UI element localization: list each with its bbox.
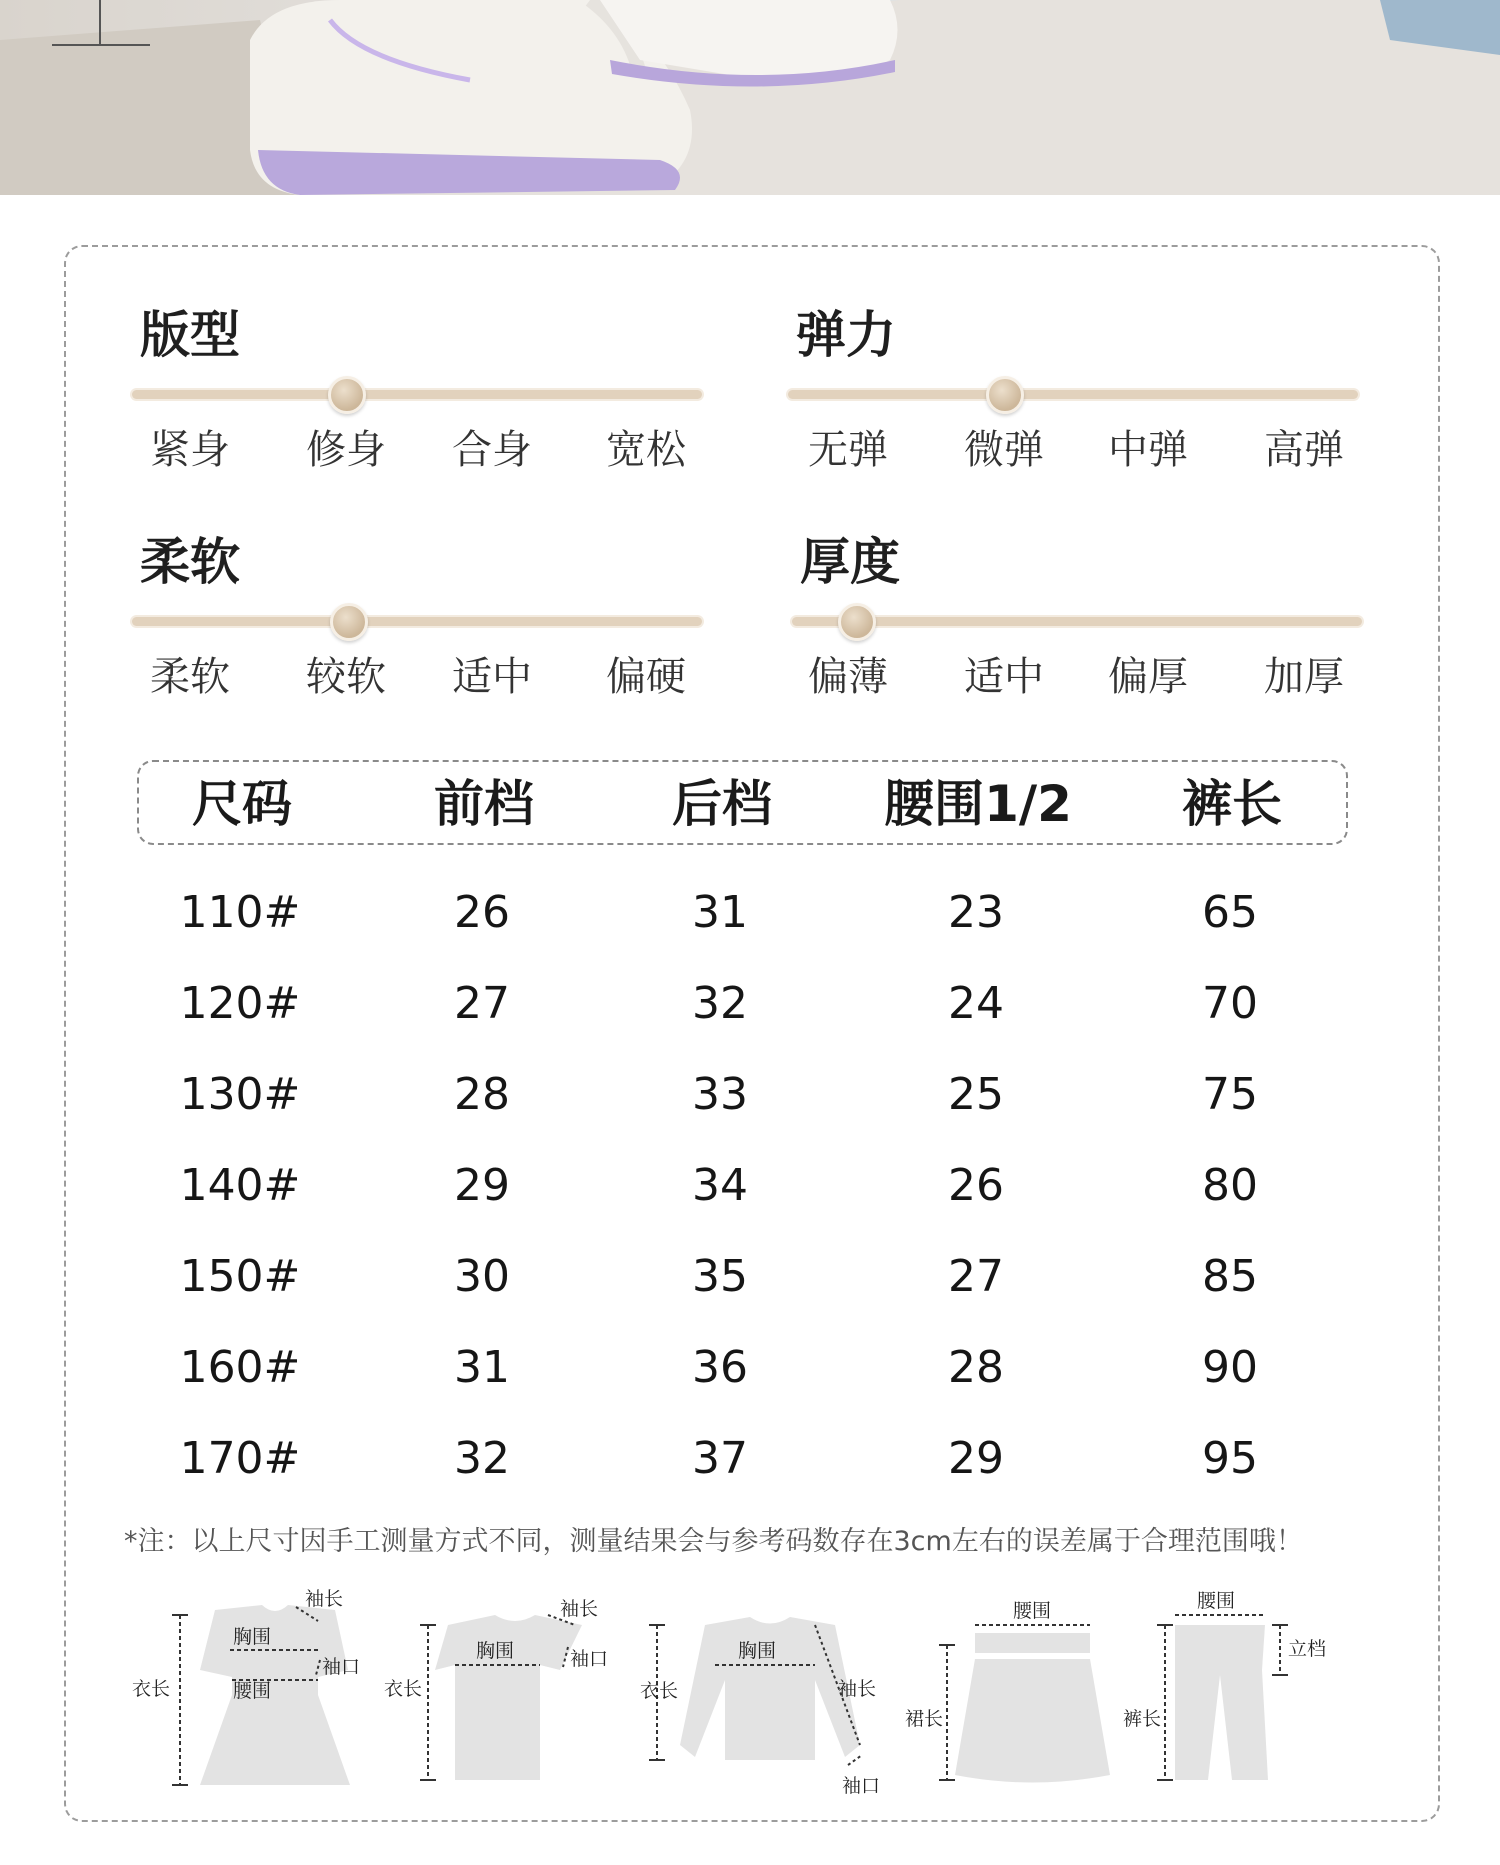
- attribute-elasticity: [788, 300, 1358, 480]
- table-cell: 80: [1202, 1160, 1258, 1211]
- column-header-front-rise: 前档: [434, 775, 534, 833]
- table-cell: 28: [948, 1342, 1004, 1393]
- attribute-levels: [132, 647, 702, 707]
- table-cell: 75: [1202, 1069, 1258, 1120]
- column-header-half-waist: 腰围1/2: [884, 775, 1072, 833]
- attribute-track: [792, 617, 1362, 626]
- attribute-track: [788, 390, 1358, 399]
- attribute-levels: [788, 420, 1358, 480]
- sweater-diagram: [640, 1617, 880, 1797]
- table-cell: 110#: [179, 887, 301, 938]
- table-cell: 32: [692, 978, 748, 1029]
- level-label: 偏薄: [808, 654, 888, 700]
- column-header-back-rise: 后档: [672, 775, 772, 833]
- level-label: 修身: [306, 427, 386, 473]
- table-cell: 26: [948, 1160, 1004, 1211]
- sweater-cuff-label: 袖口: [842, 1775, 881, 1797]
- attribute-fit: [132, 300, 702, 480]
- table-cell: 85: [1202, 1251, 1258, 1302]
- table-row: [0, 1140, 1500, 1231]
- table-row: [0, 958, 1500, 1049]
- attribute-track: [132, 617, 702, 626]
- attribute-levels: [132, 420, 702, 480]
- sweater-chest-label: 胸围: [738, 1640, 777, 1662]
- sweater-length-label: 衣长: [640, 1680, 679, 1702]
- table-row: [0, 1049, 1500, 1140]
- table-cell: 26: [454, 887, 510, 938]
- dress-length-label: 衣长: [132, 1678, 171, 1700]
- table-cell: 140#: [179, 1160, 301, 1211]
- attribute-thickness: [792, 527, 1362, 707]
- table-cell: 30: [454, 1251, 510, 1302]
- level-label: 加厚: [1264, 654, 1344, 700]
- level-label: 宽松: [606, 427, 686, 473]
- dress-diagram: [132, 1588, 360, 1785]
- attribute-softness: [132, 527, 702, 707]
- table-row: [0, 1413, 1500, 1504]
- level-label: 适中: [452, 654, 532, 700]
- attribute-knob: [328, 376, 366, 414]
- table-cell: 31: [692, 887, 748, 938]
- tshirt-chest-label: 胸围: [476, 1640, 515, 1662]
- dress-sleeve-length-label: 袖长: [305, 1588, 344, 1610]
- skirt-length-label: 裙长: [905, 1708, 944, 1730]
- table-cell: 36: [692, 1342, 748, 1393]
- level-label: 中弹: [1108, 427, 1188, 473]
- table-cell: 170#: [179, 1433, 301, 1484]
- attribute-knob: [986, 376, 1024, 414]
- table-row: [0, 867, 1500, 958]
- table-cell: 95: [1202, 1433, 1258, 1484]
- attribute-title: 柔软: [140, 533, 240, 591]
- measurement-note: *注：以上尺寸因手工测量方式不同，测量结果会与参考码数存在3cm左右的误差属于合理范围哦！: [124, 1526, 1303, 1557]
- table-cell: 27: [948, 1251, 1004, 1302]
- attribute-title: 版型: [140, 306, 240, 364]
- attribute-title: 厚度: [800, 533, 900, 591]
- level-label: 偏厚: [1108, 654, 1188, 700]
- dress-cuff-label: 袖口: [322, 1656, 361, 1678]
- level-label: 柔软: [150, 654, 230, 700]
- table-cell: 35: [692, 1251, 748, 1302]
- dress-chest-label: 胸围: [233, 1626, 272, 1648]
- attribute-knob: [838, 603, 876, 641]
- measurement-diagrams: [0, 1585, 1500, 1805]
- pants-rise-label: 立档: [1288, 1638, 1327, 1660]
- table-cell: 29: [948, 1433, 1004, 1484]
- table-row: [0, 1322, 1500, 1413]
- pants-waist-label: 腰围: [1197, 1590, 1236, 1612]
- table-cell: 23: [948, 887, 1004, 938]
- level-label: 高弹: [1264, 427, 1344, 473]
- table-cell: 33: [692, 1069, 748, 1120]
- table-cell: 27: [454, 978, 510, 1029]
- table-cell: 32: [454, 1433, 510, 1484]
- table-cell: 70: [1202, 978, 1258, 1029]
- table-cell: 120#: [179, 978, 301, 1029]
- pants-length-label: 裤长: [1123, 1708, 1162, 1730]
- skirt-waist-label: 腰围: [1013, 1600, 1052, 1622]
- sweater-sleeve-length-label: 袖长: [838, 1678, 877, 1700]
- skirt-diagram: [905, 1600, 1110, 1783]
- level-label: 紧身: [150, 427, 230, 473]
- table-cell: 34: [692, 1160, 748, 1211]
- level-label: 合身: [452, 427, 532, 473]
- table-row: [0, 1231, 1500, 1322]
- column-header-size: 尺码: [192, 775, 292, 833]
- table-cell: 150#: [179, 1251, 301, 1302]
- size-table-header: [137, 760, 1348, 845]
- table-cell: 28: [454, 1069, 510, 1120]
- table-cell: 31: [454, 1342, 510, 1393]
- tshirt-diagram: [384, 1598, 608, 1780]
- attribute-title: 弹力: [796, 306, 896, 364]
- level-label: 适中: [964, 654, 1044, 700]
- column-header-pants-length: 裤长: [1182, 775, 1282, 833]
- pants-diagram: [1123, 1590, 1326, 1780]
- level-label: 较软: [306, 654, 386, 700]
- table-cell: 37: [692, 1433, 748, 1484]
- attribute-knob: [330, 603, 368, 641]
- table-cell: 24: [948, 978, 1004, 1029]
- dress-waist-label: 腰围: [233, 1680, 272, 1702]
- level-label: 微弹: [964, 427, 1044, 473]
- table-cell: 130#: [179, 1069, 301, 1120]
- table-cell: 25: [948, 1069, 1004, 1120]
- table-cell: 29: [454, 1160, 510, 1211]
- attribute-track: [132, 390, 702, 399]
- table-cell: 90: [1202, 1342, 1258, 1393]
- table-cell: 160#: [179, 1342, 301, 1393]
- tshirt-cuff-label: 袖口: [570, 1648, 609, 1670]
- level-label: 无弹: [808, 427, 888, 473]
- level-label: 偏硬: [606, 654, 686, 700]
- hero-photo: [0, 0, 1500, 195]
- tshirt-sleeve-length-label: 袖长: [560, 1598, 599, 1620]
- attribute-levels: [792, 647, 1362, 707]
- table-cell: 65: [1202, 887, 1258, 938]
- tshirt-length-label: 衣长: [384, 1678, 423, 1700]
